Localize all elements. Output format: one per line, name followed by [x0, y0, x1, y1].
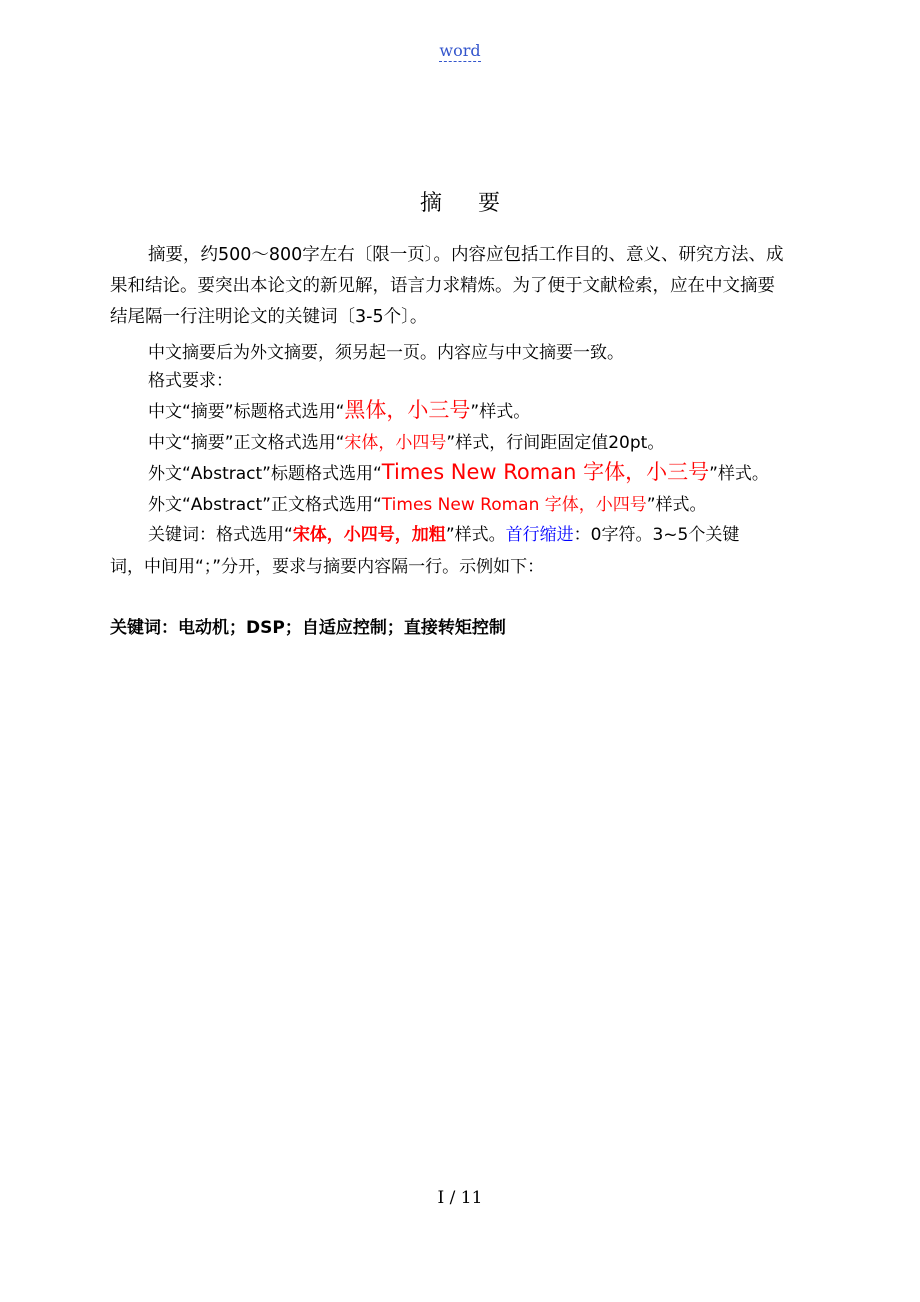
- rule-en-title-highlight: Times New Roman 字体，小三号: [381, 460, 710, 484]
- rule-en-body-suffix: ”样式。: [646, 495, 707, 515]
- rule-en-body: [148, 490, 707, 515]
- rule-cn-title: [148, 394, 530, 424]
- rule-keywords-highlight: 宋体，小四号，加粗: [292, 525, 446, 545]
- rule-keywords: [148, 520, 739, 545]
- intro-line-3: 结尾隔一行注明论文的关键词〔3-5个〕。: [110, 307, 428, 327]
- rule-cn-body-prefix: 中文“摘要”正文格式选用“: [148, 433, 345, 453]
- rule-keywords-middle: ”样式。: [445, 525, 506, 545]
- rule-keywords-indent-link: 首行缩进: [505, 525, 574, 545]
- rule-keywords-prefix: 关键词：格式选用“: [148, 525, 293, 545]
- foreign-abstract-note: 中文摘要后为外文摘要，须另起一页。内容应与中文摘要一致。: [148, 343, 624, 363]
- rule-en-title-suffix: ”样式。: [709, 464, 769, 484]
- rule-en-body-prefix: 外文“Abstract”正文格式选用“: [148, 495, 382, 515]
- rule-keywords-suffix: ：0字符。3~5个关键: [573, 525, 740, 545]
- intro-paragraph: [110, 240, 830, 333]
- rule-en-title-prefix: 外文“Abstract”标题格式选用“: [148, 464, 382, 484]
- format-heading: 格式要求：: [148, 371, 233, 391]
- rule-cn-title-prefix: 中文“摘要”标题格式选用“: [148, 402, 345, 422]
- rule-cn-title-suffix: ”样式。: [470, 402, 531, 422]
- keywords-example: 关键词：电动机；DSP；自适应控制；直接转矩控制: [110, 618, 506, 638]
- header-word-link[interactable]: [0, 41, 920, 60]
- rule-cn-title-highlight: 黑体，小三号: [344, 398, 471, 422]
- rule-cn-body-suffix: ”样式，行间距固定值20pt。: [446, 433, 665, 453]
- rule-keywords-line2: 词，中间用“；”分开，要求与摘要内容隔一行。示例如下：: [110, 557, 545, 577]
- rule-cn-body: [148, 428, 664, 453]
- intro-line-2: 果和结论。要突出本论文的新见解，语言力求精炼。为了便于文献检索，应在中文摘要: [110, 276, 775, 296]
- header-link-text[interactable]: word: [439, 41, 481, 60]
- rule-cn-body-highlight: 宋体，小四号: [344, 433, 447, 453]
- page-title: 摘要: [419, 191, 536, 216]
- intro-line-1: 摘要，约500～800字左右〔限一页〕。内容应包括工作目的、意义、研究方法、成: [148, 245, 784, 265]
- page-number: I / 11: [437, 1188, 483, 1208]
- rule-en-body-highlight: Times New Roman 字体，小四号: [381, 495, 647, 515]
- rule-en-title: [148, 456, 769, 486]
